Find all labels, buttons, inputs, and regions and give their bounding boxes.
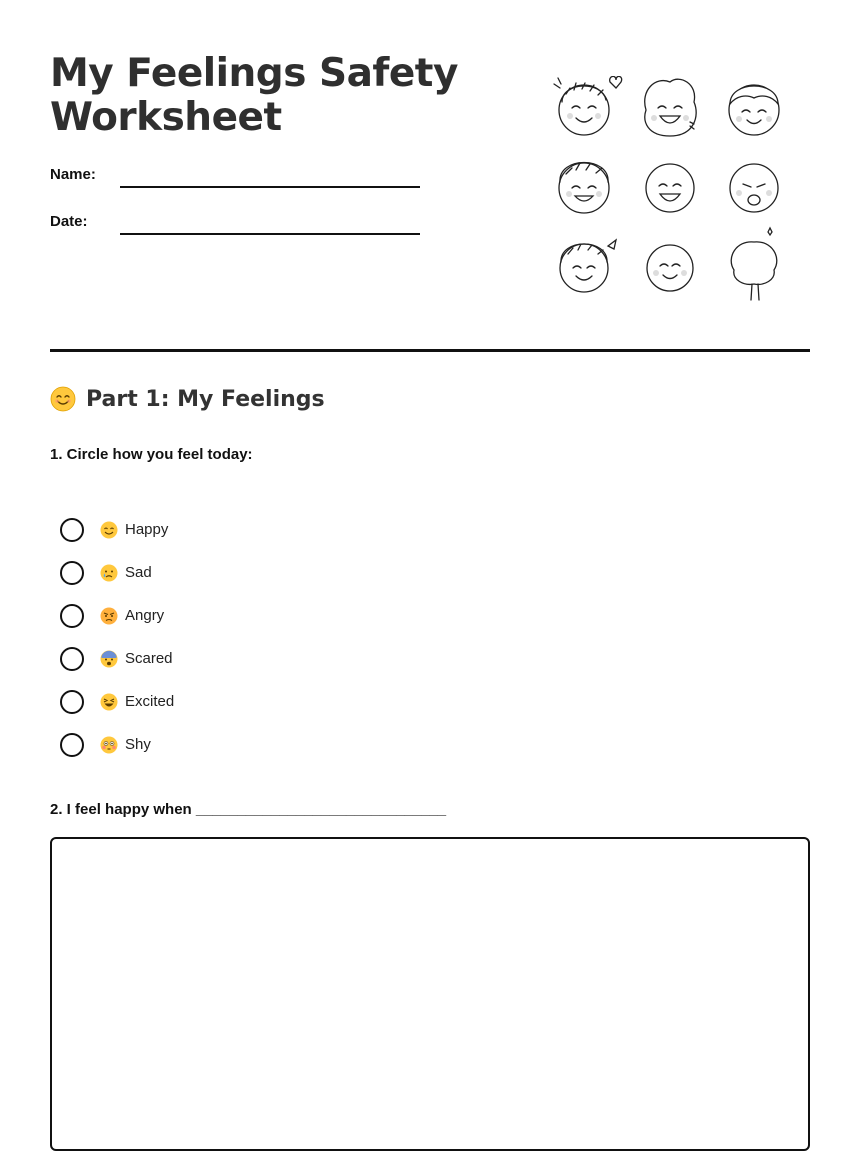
name-label: Name: <box>50 166 96 183</box>
tree-icon <box>731 228 777 300</box>
crying-face-icon <box>100 564 118 582</box>
date-field[interactable] <box>120 233 420 235</box>
name-field[interactable] <box>120 186 420 188</box>
smiling-face-icon <box>50 386 76 412</box>
option-label: Excited <box>125 693 175 710</box>
question-2: 2. I feel happy when ______________________________ <box>50 801 447 818</box>
radio-circle[interactable] <box>60 604 84 628</box>
option-shy[interactable] <box>60 723 174 766</box>
option-excited[interactable] <box>60 680 174 723</box>
radio-circle[interactable] <box>60 518 84 542</box>
feelings-options <box>60 508 174 766</box>
angry-face-icon <box>100 607 118 625</box>
face-icon <box>554 76 622 135</box>
option-scared[interactable] <box>60 637 174 680</box>
option-sad[interactable] <box>60 551 174 594</box>
face-icon <box>647 245 693 291</box>
flushed-face-icon <box>100 736 118 754</box>
face-icon <box>730 164 778 212</box>
fearful-face-icon <box>100 650 118 668</box>
option-label: Angry <box>125 607 165 624</box>
face-icon <box>559 163 609 214</box>
date-label: Date: <box>50 213 88 230</box>
face-icon <box>646 164 694 212</box>
answer-text-area[interactable] <box>50 837 810 1151</box>
face-icon <box>645 79 696 136</box>
question-1: 1. Circle how you feel today: <box>50 446 253 463</box>
page-title: My Feelings Safety Worksheet <box>50 51 458 140</box>
option-label: Scared <box>125 650 173 667</box>
radio-circle[interactable] <box>60 647 84 671</box>
option-label: Shy <box>125 736 151 753</box>
radio-circle[interactable] <box>60 690 84 714</box>
option-angry[interactable] <box>60 594 174 637</box>
grinning-squinting-face-icon <box>100 693 118 711</box>
radio-circle[interactable] <box>60 733 84 757</box>
smiling-face-icon <box>100 521 118 539</box>
option-happy[interactable] <box>60 508 174 551</box>
face-icon <box>560 240 616 292</box>
section-title-text: Part 1: My Feelings <box>86 386 325 412</box>
faces-illustration <box>548 76 798 308</box>
option-label: Sad <box>125 564 152 581</box>
face-icon <box>729 85 779 135</box>
header-divider <box>50 349 810 352</box>
option-label: Happy <box>125 521 169 538</box>
section-title-part1 <box>50 386 325 412</box>
radio-circle[interactable] <box>60 561 84 585</box>
